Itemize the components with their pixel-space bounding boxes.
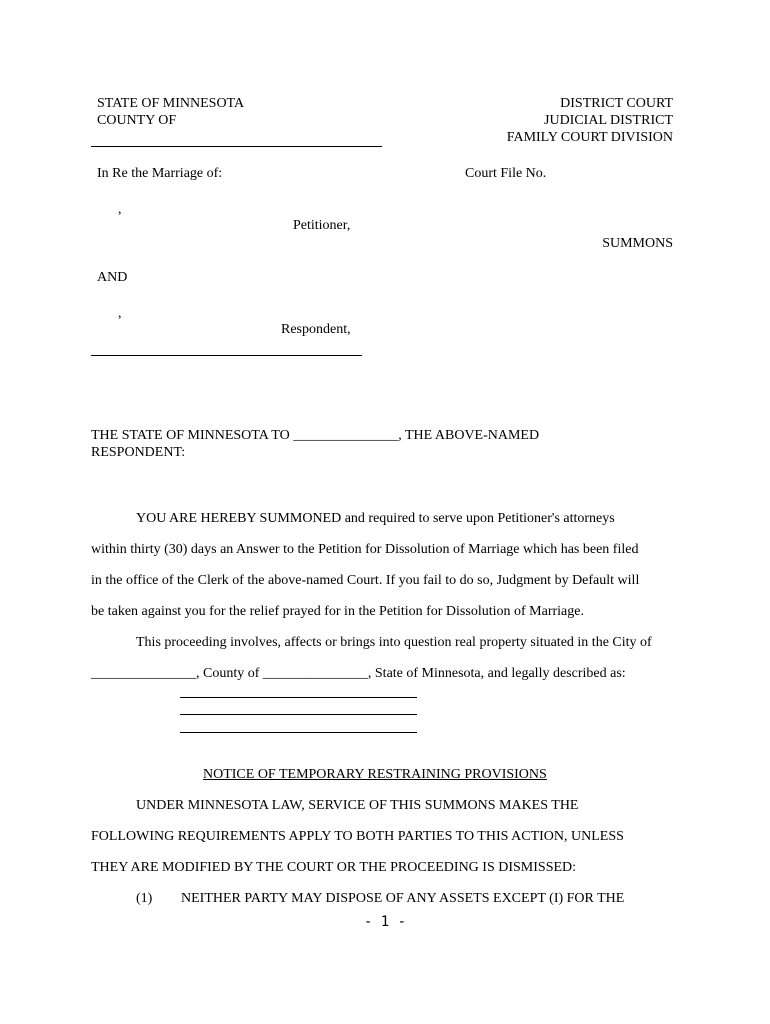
caption-court: DISTRICT COURT [560,96,673,111]
caption-county-rule [91,146,382,147]
court-file-number: Court File No. [465,166,547,181]
caption-state: STATE OF MINNESOTA [97,96,245,111]
petitioner-name-comma: , [118,202,122,217]
respondent-name-comma: , [118,306,122,321]
body-paragraph-1-line-4: be taken against you for the relief prayed for in the Petition for Dissolution of Marriage. [91,604,584,619]
body-paragraph-1-line-1: YOU ARE HEREBY SUMMONED and required to serve upon Petitioner's attorneys [136,511,615,526]
notice-item-1-text: NEITHER PARTY MAY DISPOSE OF ANY ASSETS EXCEPT (I) FOR THE [181,891,625,906]
notice-item-1-number: (1) [136,891,153,906]
legal-description-line-2 [180,714,417,715]
caption-division: FAMILY COURT DIVISION [506,130,673,145]
body-paragraph-1-line-2: within thirty (30) days an Answer to the Petition for Dissolution of Marriage which has been filed [91,542,639,557]
body-paragraph-2-line-1: This proceeding involves, affects or brings into question real property situated in the City of [136,635,652,650]
notice-line-3: THEY ARE MODIFIED BY THE COURT OR THE PROCEEDING IS DISMISSED: [91,860,577,875]
legal-description-line-3 [180,732,417,733]
salutation-line-1: THE STATE OF MINNESOTA TO _______________, THE ABOVE-NAMED [91,428,540,443]
petitioner-label: Petitioner, [293,218,351,233]
caption-parties-rule [91,355,362,356]
caption-and: AND [97,270,128,285]
respondent-label: Respondent, [281,322,351,337]
salutation-line-2: RESPONDENT: [91,445,186,460]
body-paragraph-2-line-2: _______________, County of _______________, State of Minnesota, and legally described as: [91,666,626,681]
notice-line-2: FOLLOWING REQUIREMENTS APPLY TO BOTH PARTIES TO THIS ACTION, UNLESS [91,829,624,844]
caption-in-re: In Re the Marriage of: [97,166,223,181]
notice-line-1: UNDER MINNESOTA LAW, SERVICE OF THIS SUMMONS MAKES THE [136,798,579,813]
legal-description-line-1 [180,697,417,698]
caption-county: COUNTY OF [97,113,177,128]
caption-district: JUDICIAL DISTRICT [544,113,673,128]
summons-title: SUMMONS [602,236,673,251]
notice-heading: NOTICE OF TEMPORARY RESTRAINING PROVISIONS [203,767,547,782]
body-paragraph-1-line-3: in the office of the Clerk of the above-named Court. If you fail to do so, Judgment by Default will [91,573,640,588]
page-number: - 1 - [363,914,407,930]
